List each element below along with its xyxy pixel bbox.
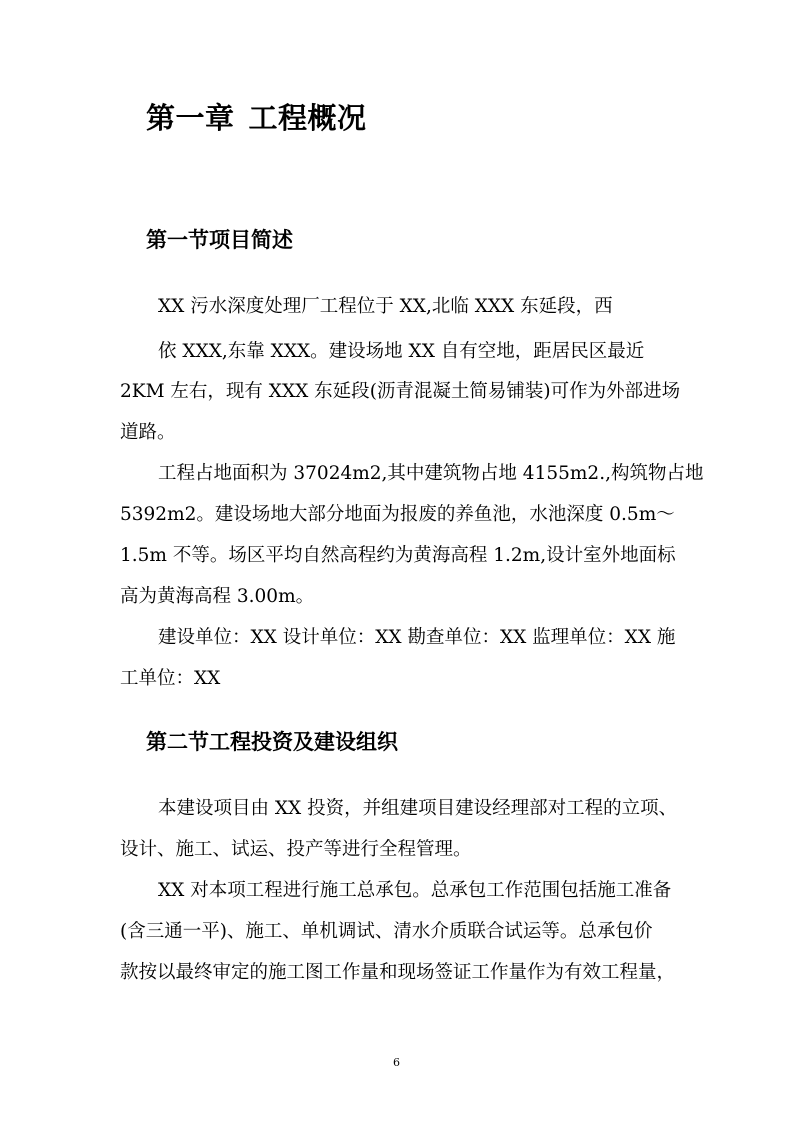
paragraph-line: 1.5m 不等。场区平均自然高程约为黄海高程 1.2m,设计室外地面标: [120, 545, 676, 566]
paragraph-line: 本建设项目由 XX 投资，并组建项目建设经理部对工程的立项、: [158, 798, 678, 819]
section-title-project-overview: 第一节项目简述: [146, 227, 293, 252]
paragraph-line: 5392m2。建设场地大部分地面为报废的养鱼池，水池深度 0.5m～: [120, 504, 675, 525]
paragraph-line: 依 XXX,东靠 XXX。建设场地 XX 自有空地，距居民区最近: [158, 341, 645, 362]
paragraph-line: 设计、施工、试运、投产等进行全程管理。: [120, 839, 472, 860]
paragraph-line: XX 对本项工程进行施工总承包。总承包工作范围包括施工准备: [158, 880, 672, 901]
paragraph-line: (含三通一平)、施工、单机调试、清水介质联合试运等。总承包价: [120, 921, 653, 942]
chapter-name: 工程概况: [248, 101, 367, 135]
section-title-investment-organization: 第二节工程投资及建设组织: [146, 729, 398, 754]
paragraph-line: 建设单位：XX 设计单位：XX 勘查单位：XX 监理单位：XX 施: [158, 627, 676, 648]
paragraph-line: 款按以最终审定的施工图工作量和现场签证工作量作为有效工程量，: [120, 962, 676, 983]
paragraph-line: XX 污水深度处理厂工程位于 XX,北临 XXX 东延段，西: [158, 296, 613, 317]
page-number: 6: [393, 1056, 400, 1069]
chapter-number: 第一章: [146, 101, 235, 135]
paragraph-line: 高为黄海高程 3.00m。: [120, 586, 315, 607]
paragraph-line: 2KM 左右，现有 XXX 东延段(沥青混凝土简易铺装)可作为外部进场: [120, 381, 681, 402]
chapter-title: [146, 98, 367, 138]
paragraph-line: 工程占地面积为 37024m2,其中建筑物占地 4155m2.,构筑物占地: [158, 463, 704, 484]
paragraph-line: 道路。: [120, 422, 176, 443]
paragraph-line: 工单位：XX: [120, 668, 221, 689]
